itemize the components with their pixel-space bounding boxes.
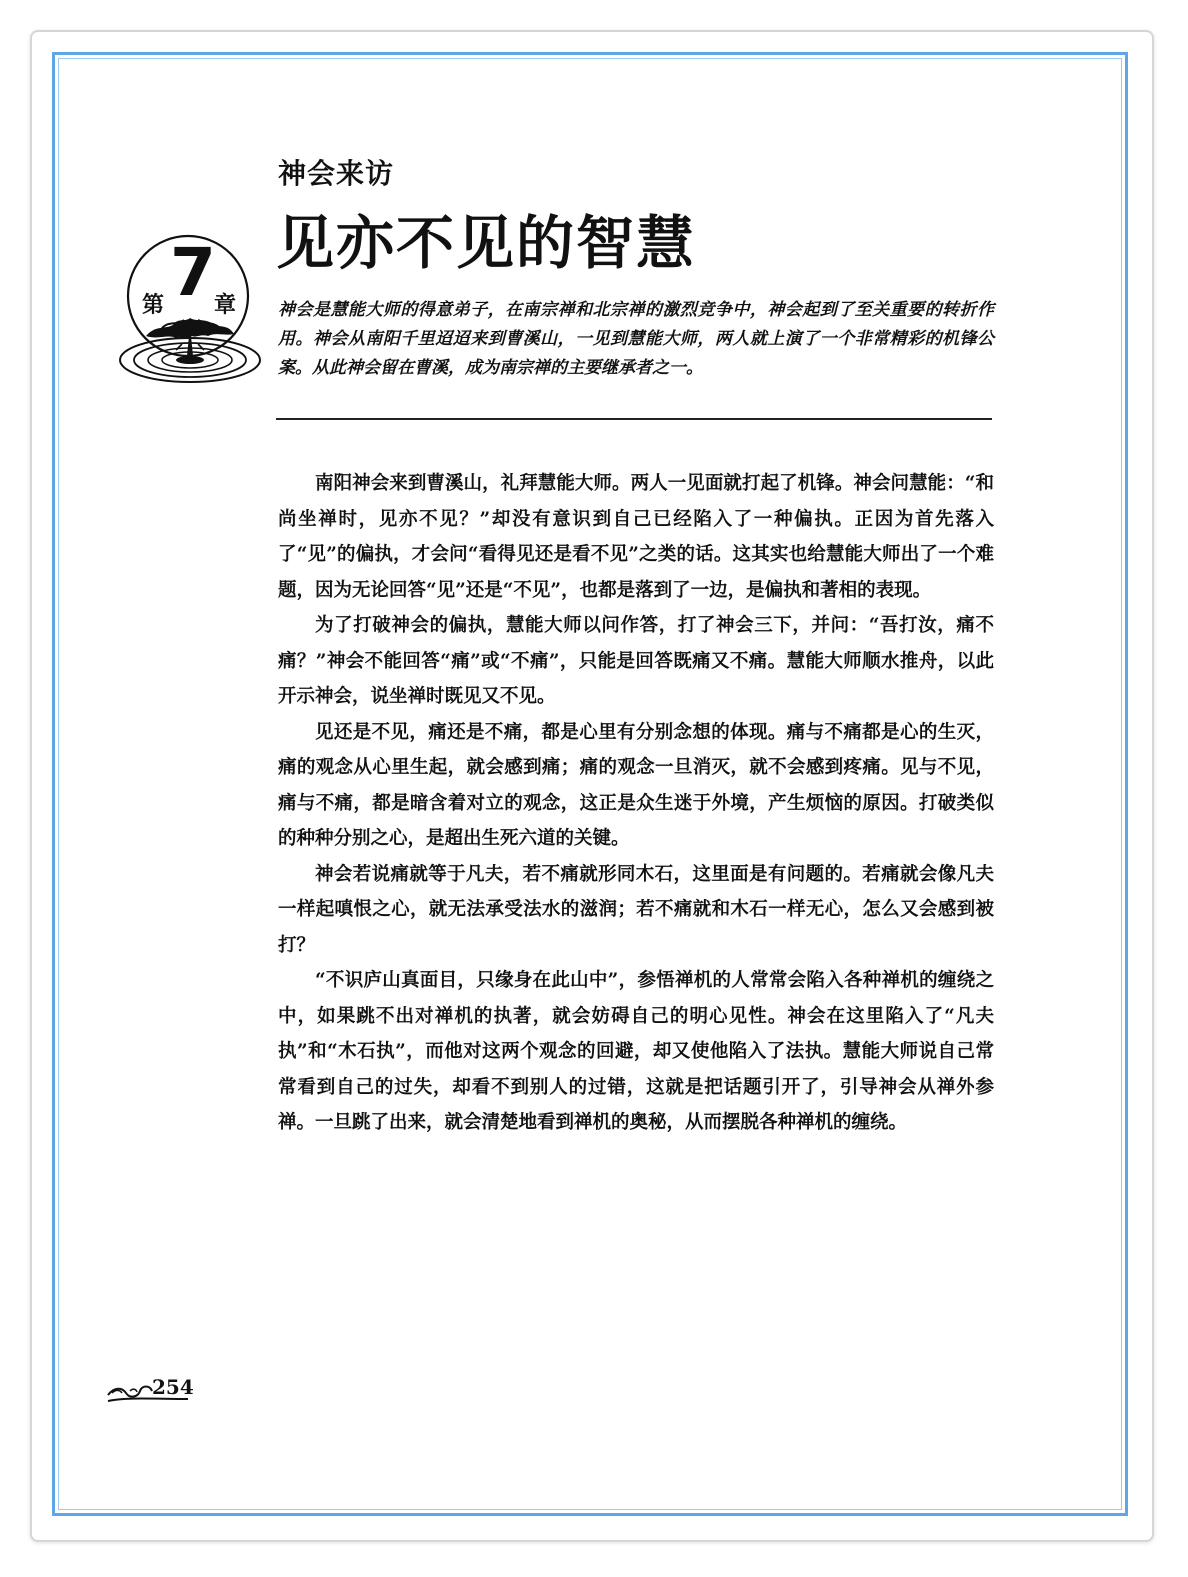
body-paragraph: 见还是不见，痛还是不痛，都是心里有分别念想的体现。痛与不痛都是心的生灭，痛的观念从心里生起，就会感到痛；痛的观念一旦消灭，就不会感到疼痛。见与不见，痛与不痛，都是暗含着对立的观念，这正是众生迷于外境，产生烦恼的原因。打破类似的种种分别之心，是超出生死六道的关键。 <box>278 721 994 849</box>
chapter-title: 见亦不见的智慧 <box>276 209 697 277</box>
body-paragraph: 为了打破神会的偏执，慧能大师以问作答，打了神会三下，并问：“吾打汝，痛不痛？”神会不能回答“痛”或“不痛”，只能是回答既痛又不痛。慧能大师顺水推舟，以此开示神会，说坐禅时既见又不见。 <box>278 615 994 707</box>
section-divider <box>276 418 992 420</box>
chapter-body <box>278 466 994 1141</box>
body-paragraph: 神会若说痛就等于凡夫，若不痛就形同木石，这里面是有问题的。若痛就会像凡夫一样起嗔恨之心，就无法承受法水的滋润；若不痛就和木石一样无心，怎么又会感到被打？ <box>278 863 994 956</box>
chapter-suffix: 章 <box>214 293 237 318</box>
chapter-number: 7 <box>170 234 216 311</box>
chapter-subtitle: 神会来访 <box>278 157 395 190</box>
body-paragraph: 南阳神会来到曹溪山，礼拜慧能大师。两人一见面就打起了机锋。神会问慧能：“和尚坐禅时，见亦不见？”却没有意识到自己已经陷入了一种偏执。正因为首先落入了“见”的偏执，才会问“看得见还是看不见”之类的话。这其实也给慧能大师出了一个难题，因为无论回答“见”还是“不见”，也都是落到了一边，是偏执和著相的表现。 <box>278 473 994 601</box>
chapter-emblem <box>112 232 272 390</box>
page-number: 254 <box>152 1375 194 1399</box>
chapter-prefix: 第 <box>142 293 165 318</box>
body-paragraph: “不识庐山真面目，只缘身在此山中”，参悟禅机的人常常会陷入各种禅机的缠绕之中，如果跳不出对禅机的执著，就会妨碍自己的明心见性。神会在这里陷入了“凡夫执”和“木石执”，而他对这两个观念的回避，却又使他陷入了法执。慧能大师说自己常常看到自己的过失，却看不到别人的过错，这就是把话题引开了，引导神会从禅外参禅。一旦跳了出来，就会清楚地看到禅机的奥秘，从而摆脱各种禅机的缠绕。 <box>278 970 994 1133</box>
page-number-block <box>106 1375 194 1405</box>
chapter-intro: 神会是慧能大师的得意弟子，在南宗禅和北宗禅的激烈竞争中，神会起到了至关重要的转折作用。神会从南阳千里迢迢来到曹溪山，一见到慧能大师，两人就上演了一个非常精彩的机锋公案。从此神会留在曹溪，成为南宗禅的主要继承者之一。 <box>278 300 994 378</box>
